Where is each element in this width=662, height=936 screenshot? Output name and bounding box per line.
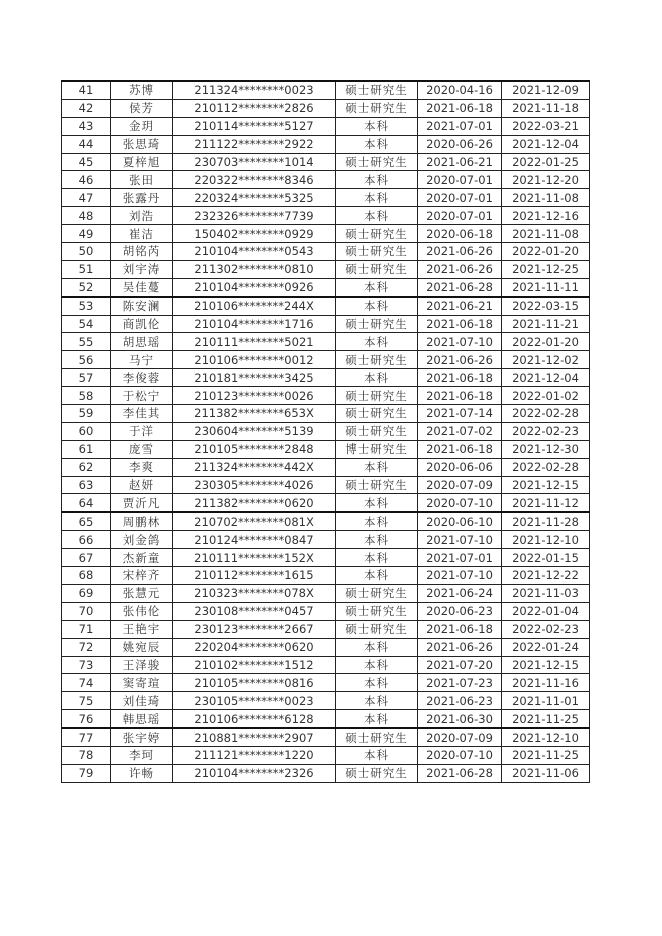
row-number: 48 bbox=[62, 207, 111, 225]
name-cell: 夏梓旭 bbox=[111, 153, 173, 171]
table-row bbox=[62, 602, 590, 620]
start-date-cell: 2020-04-16 bbox=[418, 81, 502, 99]
table-row bbox=[62, 674, 590, 692]
degree-cell: 本科 bbox=[336, 458, 418, 476]
degree-cell: 本科 bbox=[336, 117, 418, 135]
start-date-cell: 2021-06-26 bbox=[418, 260, 502, 278]
degree-cell: 本科 bbox=[336, 692, 418, 710]
end-date-cell: 2021-11-25 bbox=[502, 746, 590, 764]
degree-cell: 本科 bbox=[336, 494, 418, 512]
table-row bbox=[62, 260, 590, 278]
id-number-cell: 211121********1220 bbox=[173, 746, 336, 764]
id-number-cell: 210114********5127 bbox=[173, 117, 336, 135]
row-number: 70 bbox=[62, 602, 111, 620]
start-date-cell: 2021-06-30 bbox=[418, 710, 502, 728]
end-date-cell: 2021-12-30 bbox=[502, 440, 590, 458]
table-row bbox=[62, 512, 590, 530]
id-number-cell: 210181********3425 bbox=[173, 369, 336, 387]
table-row bbox=[62, 458, 590, 476]
end-date-cell: 2021-11-12 bbox=[502, 494, 590, 512]
id-number-cell: 150402********0929 bbox=[173, 225, 336, 243]
end-date-cell: 2021-12-25 bbox=[502, 260, 590, 278]
name-cell: 吴佳蔓 bbox=[111, 278, 173, 296]
end-date-cell: 2022-01-04 bbox=[502, 602, 590, 620]
end-date-cell: 2022-02-23 bbox=[502, 620, 590, 638]
id-number-cell: 230305********4026 bbox=[173, 476, 336, 494]
end-date-cell: 2021-11-06 bbox=[502, 764, 590, 782]
row-number: 78 bbox=[62, 746, 111, 764]
row-number: 43 bbox=[62, 117, 111, 135]
degree-cell: 硕士研究生 bbox=[336, 225, 418, 243]
start-date-cell: 2021-07-10 bbox=[418, 567, 502, 585]
row-number: 51 bbox=[62, 260, 111, 278]
end-date-cell: 2021-11-11 bbox=[502, 278, 590, 296]
end-date-cell: 2022-01-24 bbox=[502, 638, 590, 656]
row-number: 44 bbox=[62, 135, 111, 153]
start-date-cell: 2021-06-26 bbox=[418, 638, 502, 656]
degree-cell: 本科 bbox=[336, 333, 418, 351]
name-cell: 胡思瑶 bbox=[111, 333, 173, 351]
start-date-cell: 2021-07-14 bbox=[418, 405, 502, 423]
name-cell: 刘宇涛 bbox=[111, 260, 173, 278]
name-cell: 许畅 bbox=[111, 764, 173, 782]
table-row bbox=[62, 549, 590, 567]
name-cell: 金玥 bbox=[111, 117, 173, 135]
degree-cell: 本科 bbox=[336, 369, 418, 387]
start-date-cell: 2021-06-18 bbox=[418, 620, 502, 638]
row-number: 50 bbox=[62, 243, 111, 261]
end-date-cell: 2022-01-02 bbox=[502, 387, 590, 405]
degree-cell: 本科 bbox=[336, 567, 418, 585]
end-date-cell: 2021-12-04 bbox=[502, 369, 590, 387]
end-date-cell: 2021-11-25 bbox=[502, 710, 590, 728]
start-date-cell: 2021-06-26 bbox=[418, 243, 502, 261]
end-date-cell: 2021-11-08 bbox=[502, 189, 590, 207]
start-date-cell: 2020-06-18 bbox=[418, 225, 502, 243]
name-cell: 赵妍 bbox=[111, 476, 173, 494]
name-cell: 刘佳琦 bbox=[111, 692, 173, 710]
start-date-cell: 2020-07-10 bbox=[418, 494, 502, 512]
start-date-cell: 2021-06-28 bbox=[418, 764, 502, 782]
table-row bbox=[62, 728, 590, 746]
name-cell: 杰新童 bbox=[111, 549, 173, 567]
id-number-cell: 211382********0620 bbox=[173, 494, 336, 512]
table-row bbox=[62, 333, 590, 351]
id-number-cell: 210106********0012 bbox=[173, 351, 336, 369]
name-cell: 张慧元 bbox=[111, 584, 173, 602]
end-date-cell: 2022-01-25 bbox=[502, 153, 590, 171]
name-cell: 张思琦 bbox=[111, 135, 173, 153]
row-number: 58 bbox=[62, 387, 111, 405]
id-number-cell: 210104********1716 bbox=[173, 315, 336, 333]
row-number: 62 bbox=[62, 458, 111, 476]
name-cell: 窦寄瑄 bbox=[111, 674, 173, 692]
row-number: 68 bbox=[62, 567, 111, 585]
row-number: 55 bbox=[62, 333, 111, 351]
row-number: 47 bbox=[62, 189, 111, 207]
degree-cell: 本科 bbox=[336, 531, 418, 549]
id-number-cell: 211382********653X bbox=[173, 405, 336, 423]
table-row bbox=[62, 81, 590, 99]
row-number: 54 bbox=[62, 315, 111, 333]
id-number-cell: 210123********0026 bbox=[173, 387, 336, 405]
end-date-cell: 2021-12-15 bbox=[502, 476, 590, 494]
start-date-cell: 2021-06-21 bbox=[418, 153, 502, 171]
table-row bbox=[62, 369, 590, 387]
degree-cell: 硕士研究生 bbox=[336, 153, 418, 171]
table-row bbox=[62, 476, 590, 494]
id-number-cell: 220324********5325 bbox=[173, 189, 336, 207]
id-number-cell: 210124********0847 bbox=[173, 531, 336, 549]
id-number-cell: 230703********1014 bbox=[173, 153, 336, 171]
start-date-cell: 2020-06-23 bbox=[418, 602, 502, 620]
row-number: 72 bbox=[62, 638, 111, 656]
degree-cell: 本科 bbox=[336, 278, 418, 296]
name-cell: 刘金鸽 bbox=[111, 531, 173, 549]
end-date-cell: 2022-01-15 bbox=[502, 549, 590, 567]
table-row bbox=[62, 99, 590, 117]
name-cell: 李珂 bbox=[111, 746, 173, 764]
start-date-cell: 2021-07-20 bbox=[418, 656, 502, 674]
start-date-cell: 2020-07-01 bbox=[418, 171, 502, 189]
table-row bbox=[62, 620, 590, 638]
name-cell: 李爽 bbox=[111, 458, 173, 476]
row-number: 73 bbox=[62, 656, 111, 674]
table-row bbox=[62, 189, 590, 207]
table-row bbox=[62, 207, 590, 225]
id-number-cell: 220204********0620 bbox=[173, 638, 336, 656]
start-date-cell: 2021-06-18 bbox=[418, 440, 502, 458]
name-cell: 张田 bbox=[111, 171, 173, 189]
start-date-cell: 2020-06-06 bbox=[418, 458, 502, 476]
id-number-cell: 211302********0810 bbox=[173, 260, 336, 278]
start-date-cell: 2020-06-26 bbox=[418, 135, 502, 153]
row-number: 65 bbox=[62, 512, 111, 530]
start-date-cell: 2020-06-10 bbox=[418, 512, 502, 530]
degree-cell: 本科 bbox=[336, 674, 418, 692]
name-cell: 崔洁 bbox=[111, 225, 173, 243]
start-date-cell: 2021-06-28 bbox=[418, 278, 502, 296]
name-cell: 张伟伦 bbox=[111, 602, 173, 620]
id-number-cell: 210104********0926 bbox=[173, 278, 336, 296]
name-cell: 李佳其 bbox=[111, 405, 173, 423]
id-number-cell: 210102********1512 bbox=[173, 656, 336, 674]
start-date-cell: 2021-07-02 bbox=[418, 422, 502, 440]
row-number: 64 bbox=[62, 494, 111, 512]
table-row bbox=[62, 638, 590, 656]
end-date-cell: 2021-11-28 bbox=[502, 512, 590, 530]
start-date-cell: 2021-06-24 bbox=[418, 584, 502, 602]
name-cell: 王泽骏 bbox=[111, 656, 173, 674]
degree-cell: 本科 bbox=[336, 171, 418, 189]
start-date-cell: 2021-06-18 bbox=[418, 387, 502, 405]
table-row bbox=[62, 494, 590, 512]
start-date-cell: 2020-07-01 bbox=[418, 207, 502, 225]
id-number-cell: 211324********0023 bbox=[173, 81, 336, 99]
end-date-cell: 2021-12-09 bbox=[502, 81, 590, 99]
table-row bbox=[62, 764, 590, 782]
degree-cell: 硕士研究生 bbox=[336, 260, 418, 278]
degree-cell: 硕士研究生 bbox=[336, 81, 418, 99]
start-date-cell: 2020-07-01 bbox=[418, 189, 502, 207]
table-row bbox=[62, 692, 590, 710]
id-number-cell: 210104********2326 bbox=[173, 764, 336, 782]
records-table bbox=[61, 80, 590, 783]
degree-cell: 博士研究生 bbox=[336, 440, 418, 458]
start-date-cell: 2021-07-01 bbox=[418, 549, 502, 567]
table-row bbox=[62, 278, 590, 296]
degree-cell: 硕士研究生 bbox=[336, 405, 418, 423]
start-date-cell: 2021-06-18 bbox=[418, 99, 502, 117]
degree-cell: 硕士研究生 bbox=[336, 620, 418, 638]
id-number-cell: 230604********5139 bbox=[173, 422, 336, 440]
end-date-cell: 2021-12-16 bbox=[502, 207, 590, 225]
degree-cell: 硕士研究生 bbox=[336, 243, 418, 261]
row-number: 57 bbox=[62, 369, 111, 387]
id-number-cell: 210323********078X bbox=[173, 584, 336, 602]
row-number: 66 bbox=[62, 531, 111, 549]
name-cell: 苏博 bbox=[111, 81, 173, 99]
table-row bbox=[62, 710, 590, 728]
end-date-cell: 2021-11-21 bbox=[502, 315, 590, 333]
end-date-cell: 2022-02-23 bbox=[502, 422, 590, 440]
row-number: 53 bbox=[62, 297, 111, 315]
id-number-cell: 210112********1615 bbox=[173, 567, 336, 585]
id-number-cell: 210105********0816 bbox=[173, 674, 336, 692]
name-cell: 于洋 bbox=[111, 422, 173, 440]
table-row bbox=[62, 351, 590, 369]
name-cell: 胡铭芮 bbox=[111, 243, 173, 261]
id-number-cell: 220322********8346 bbox=[173, 171, 336, 189]
row-number: 61 bbox=[62, 440, 111, 458]
row-number: 77 bbox=[62, 728, 111, 746]
id-number-cell: 232326********7739 bbox=[173, 207, 336, 225]
degree-cell: 本科 bbox=[336, 746, 418, 764]
row-number: 45 bbox=[62, 153, 111, 171]
name-cell: 王艳宇 bbox=[111, 620, 173, 638]
table-row bbox=[62, 567, 590, 585]
row-number: 60 bbox=[62, 422, 111, 440]
end-date-cell: 2021-11-18 bbox=[502, 99, 590, 117]
table-row bbox=[62, 225, 590, 243]
degree-cell: 本科 bbox=[336, 638, 418, 656]
end-date-cell: 2022-01-20 bbox=[502, 243, 590, 261]
name-cell: 陈安澜 bbox=[111, 297, 173, 315]
start-date-cell: 2020-07-09 bbox=[418, 476, 502, 494]
end-date-cell: 2021-11-03 bbox=[502, 584, 590, 602]
degree-cell: 本科 bbox=[336, 512, 418, 530]
name-cell: 韩思瑶 bbox=[111, 710, 173, 728]
table-row bbox=[62, 387, 590, 405]
id-number-cell: 210881********2907 bbox=[173, 728, 336, 746]
table-row bbox=[62, 746, 590, 764]
name-cell: 刘浩 bbox=[111, 207, 173, 225]
degree-cell: 本科 bbox=[336, 135, 418, 153]
id-number-cell: 210104********0543 bbox=[173, 243, 336, 261]
start-date-cell: 2020-07-09 bbox=[418, 728, 502, 746]
row-number: 56 bbox=[62, 351, 111, 369]
name-cell: 侯芳 bbox=[111, 99, 173, 117]
degree-cell: 本科 bbox=[336, 549, 418, 567]
row-number: 75 bbox=[62, 692, 111, 710]
id-number-cell: 210112********2826 bbox=[173, 99, 336, 117]
row-number: 52 bbox=[62, 278, 111, 296]
row-number: 76 bbox=[62, 710, 111, 728]
id-number-cell: 211324********442X bbox=[173, 458, 336, 476]
end-date-cell: 2022-02-28 bbox=[502, 405, 590, 423]
table-row bbox=[62, 405, 590, 423]
table-row bbox=[62, 315, 590, 333]
name-cell: 贾沂凡 bbox=[111, 494, 173, 512]
row-number: 63 bbox=[62, 476, 111, 494]
degree-cell: 硕士研究生 bbox=[336, 476, 418, 494]
table-row bbox=[62, 153, 590, 171]
row-number: 42 bbox=[62, 99, 111, 117]
records-table-body bbox=[62, 81, 590, 782]
end-date-cell: 2021-12-15 bbox=[502, 656, 590, 674]
name-cell: 周鹏林 bbox=[111, 512, 173, 530]
id-number-cell: 230108********0457 bbox=[173, 602, 336, 620]
start-date-cell: 2021-07-10 bbox=[418, 531, 502, 549]
name-cell: 于松宁 bbox=[111, 387, 173, 405]
start-date-cell: 2021-06-18 bbox=[418, 315, 502, 333]
row-number: 71 bbox=[62, 620, 111, 638]
degree-cell: 硕士研究生 bbox=[336, 99, 418, 117]
table-row bbox=[62, 440, 590, 458]
end-date-cell: 2021-12-02 bbox=[502, 351, 590, 369]
table-row bbox=[62, 117, 590, 135]
degree-cell: 硕士研究生 bbox=[336, 764, 418, 782]
end-date-cell: 2021-12-22 bbox=[502, 567, 590, 585]
row-number: 67 bbox=[62, 549, 111, 567]
name-cell: 商凯伦 bbox=[111, 315, 173, 333]
end-date-cell: 2021-12-20 bbox=[502, 171, 590, 189]
row-number: 46 bbox=[62, 171, 111, 189]
table-row bbox=[62, 584, 590, 602]
start-date-cell: 2020-07-10 bbox=[418, 746, 502, 764]
degree-cell: 本科 bbox=[336, 297, 418, 315]
end-date-cell: 2022-01-20 bbox=[502, 333, 590, 351]
start-date-cell: 2021-07-23 bbox=[418, 674, 502, 692]
name-cell: 宋梓齐 bbox=[111, 567, 173, 585]
row-number: 74 bbox=[62, 674, 111, 692]
start-date-cell: 2021-06-23 bbox=[418, 692, 502, 710]
name-cell: 张露丹 bbox=[111, 189, 173, 207]
id-number-cell: 230123********2667 bbox=[173, 620, 336, 638]
end-date-cell: 2021-12-04 bbox=[502, 135, 590, 153]
degree-cell: 硕士研究生 bbox=[336, 387, 418, 405]
name-cell: 庞雪 bbox=[111, 440, 173, 458]
id-number-cell: 210106********6128 bbox=[173, 710, 336, 728]
id-number-cell: 210111********152X bbox=[173, 549, 336, 567]
degree-cell: 本科 bbox=[336, 207, 418, 225]
degree-cell: 硕士研究生 bbox=[336, 351, 418, 369]
start-date-cell: 2021-07-01 bbox=[418, 117, 502, 135]
end-date-cell: 2022-03-15 bbox=[502, 297, 590, 315]
name-cell: 李俊蓉 bbox=[111, 369, 173, 387]
table-row bbox=[62, 531, 590, 549]
end-date-cell: 2022-03-21 bbox=[502, 117, 590, 135]
end-date-cell: 2021-11-16 bbox=[502, 674, 590, 692]
row-number: 59 bbox=[62, 405, 111, 423]
row-number: 49 bbox=[62, 225, 111, 243]
start-date-cell: 2021-06-18 bbox=[418, 369, 502, 387]
degree-cell: 硕士研究生 bbox=[336, 315, 418, 333]
start-date-cell: 2021-06-21 bbox=[418, 297, 502, 315]
table-row bbox=[62, 243, 590, 261]
start-date-cell: 2021-07-10 bbox=[418, 333, 502, 351]
degree-cell: 本科 bbox=[336, 710, 418, 728]
table-row bbox=[62, 656, 590, 674]
end-date-cell: 2021-12-10 bbox=[502, 728, 590, 746]
degree-cell: 本科 bbox=[336, 656, 418, 674]
table-row bbox=[62, 422, 590, 440]
degree-cell: 硕士研究生 bbox=[336, 422, 418, 440]
degree-cell: 本科 bbox=[336, 189, 418, 207]
row-number: 79 bbox=[62, 764, 111, 782]
id-number-cell: 210111********5021 bbox=[173, 333, 336, 351]
table-row bbox=[62, 171, 590, 189]
id-number-cell: 210106********244X bbox=[173, 297, 336, 315]
id-number-cell: 210702********081X bbox=[173, 512, 336, 530]
id-number-cell: 230105********0023 bbox=[173, 692, 336, 710]
name-cell: 张宇婷 bbox=[111, 728, 173, 746]
end-date-cell: 2021-11-08 bbox=[502, 225, 590, 243]
name-cell: 姚宛辰 bbox=[111, 638, 173, 656]
degree-cell: 硕士研究生 bbox=[336, 602, 418, 620]
end-date-cell: 2022-02-28 bbox=[502, 458, 590, 476]
id-number-cell: 211122********2922 bbox=[173, 135, 336, 153]
end-date-cell: 2021-12-10 bbox=[502, 531, 590, 549]
row-number: 69 bbox=[62, 584, 111, 602]
degree-cell: 硕士研究生 bbox=[336, 584, 418, 602]
id-number-cell: 210105********2848 bbox=[173, 440, 336, 458]
row-number: 41 bbox=[62, 81, 111, 99]
name-cell: 马宁 bbox=[111, 351, 173, 369]
table-row bbox=[62, 297, 590, 315]
end-date-cell: 2021-11-01 bbox=[502, 692, 590, 710]
degree-cell: 硕士研究生 bbox=[336, 728, 418, 746]
table-row bbox=[62, 135, 590, 153]
start-date-cell: 2021-06-26 bbox=[418, 351, 502, 369]
